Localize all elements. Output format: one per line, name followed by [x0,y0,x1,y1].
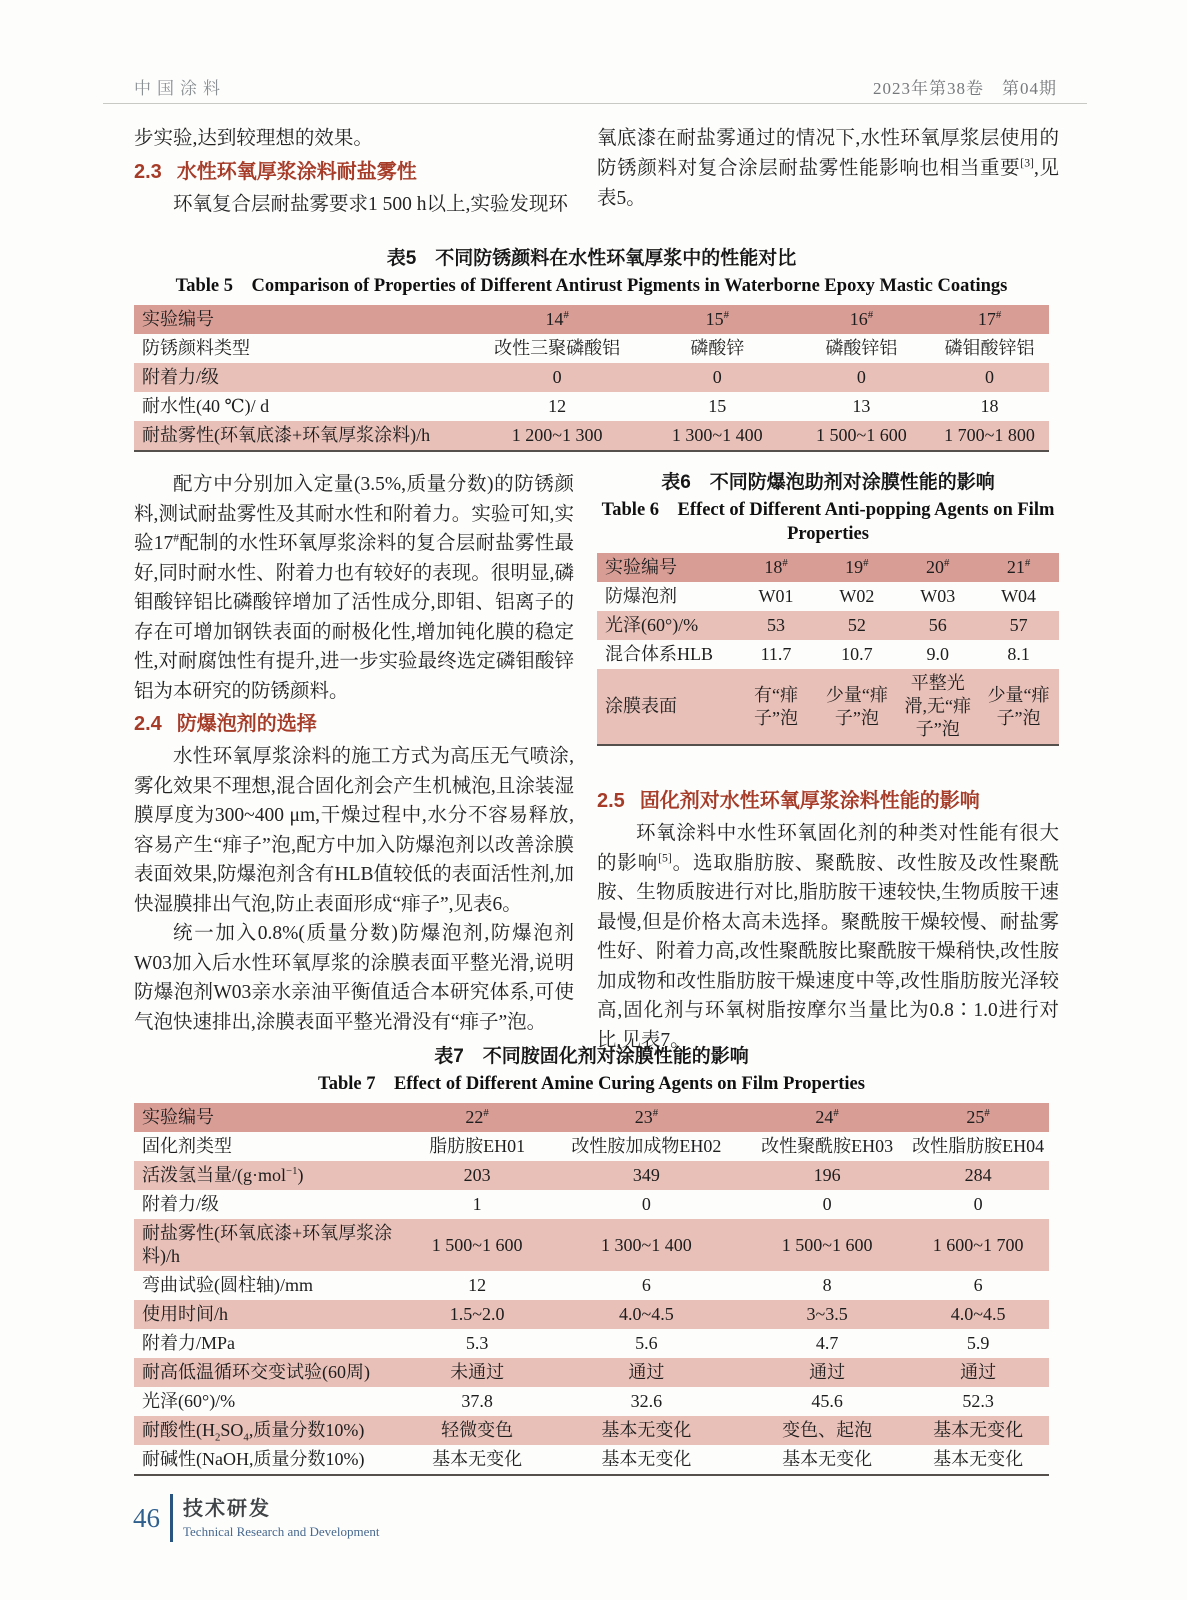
table-cell: 磷酸锌 [690,338,745,358]
table-row [597,582,1059,611]
table-cell: 52 [816,611,897,640]
page-header [134,74,1057,99]
table-cell: 10.7 [841,644,873,664]
table-cell: 基本无变化 [432,1449,523,1469]
table-cell: 变色、起泡 [747,1416,907,1445]
table-cell: 1 500~1 600 [409,1219,546,1271]
table-cell: 45.6 [811,1391,843,1411]
table-cell: 15 [708,396,727,416]
table-cell: W03 [920,586,956,606]
right-column-top [597,124,1059,214]
table-cell: 轻微变色 [409,1416,546,1445]
footer-section [183,1497,380,1539]
table-cell: 光泽(60°)/% [142,1391,236,1411]
table-cell: 349 [546,1161,747,1190]
table-row [134,1132,1049,1161]
table-cell: 16# [793,305,930,334]
table-header-row [134,1103,1049,1132]
table-cell: 通过 [747,1358,907,1387]
table-cell: 4.7 [815,1333,839,1353]
table-cell: 混合体系HLB [605,644,713,664]
table-cell: 53 [736,611,817,640]
table-header-row [134,305,1049,334]
table-cell: 脂肪胺EH01 [429,1136,526,1156]
table-cell: 基本无变化 [601,1449,692,1469]
section-title: 防爆泡剂的选择 [176,713,317,735]
table-cell: W01 [758,586,794,606]
section-heading-2-4 [134,709,574,740]
table-row [134,1387,1049,1416]
paragraph: 环氧复合层耐盐雾要求1 500 h以上,实验发现环 [173,194,568,215]
table-cell: 18# [736,553,817,582]
table-row [134,421,1049,451]
table-cell: 0 [641,1194,651,1214]
section-number: 2.5 [597,790,625,812]
table-cell: 附着力/级 [142,1194,220,1214]
table-cell: 0 [930,363,1049,392]
footer-divider-bar [170,1494,173,1542]
table-cell: 未通过 [409,1358,546,1387]
table-cell: 11.7 [760,644,792,664]
table-cell: 56 [897,611,978,640]
table5-block [134,246,1049,452]
table-cell: 1 700~1 800 [930,421,1049,451]
table-cell: 196 [747,1161,907,1190]
table-cell: 活泼氢当量/(g·mol$^{-1}$) [134,1161,409,1190]
header-divider [103,103,1087,104]
table6-title-en: Table 6 Effect of Different Anti-popping Agents on Film Properties [601,500,1055,544]
table-cell: 57 [978,611,1059,640]
table-row [134,1445,1049,1475]
table-cell: 光泽(60°)/% [597,611,736,640]
table-cell: 23# [546,1103,747,1132]
table-cell: 9.0 [926,644,949,664]
table-row [597,611,1059,640]
table-cell: 少量“痱子”泡 [978,669,1059,745]
table-cell: 37.8 [461,1391,493,1411]
table-cell: 磷钼酸锌铝 [944,338,1035,358]
table-cell: 耐盐雾性(环氧底漆+环氧厚浆涂料)/h [134,421,473,451]
table-cell: 1 300~1 400 [546,1219,747,1271]
table-cell: 19# [816,553,897,582]
issue-info: 2023年第38卷 第04期 [873,79,1057,98]
table-cell: 平整光滑,无“痱子”泡 [897,669,978,745]
table-cell: 5.3 [465,1333,489,1353]
table-cell: 1 500~1 600 [793,421,930,451]
table-row [134,1416,1049,1445]
table5 [134,305,1049,452]
section-heading-2-5 [597,786,1059,817]
table-cell: 改性聚酰胺EH03 [761,1136,894,1156]
table-cell: 0 [822,1194,832,1214]
table-cell: 少量“痱子”泡 [816,669,897,745]
table-row [134,392,1049,421]
table-row [134,1271,1049,1300]
table-cell: 12 [548,396,567,416]
section-title: 水性环氧厚浆涂料耐盐雾性 [176,161,417,183]
table-cell: 耐水性(40 ℃)/ d [142,396,270,416]
table-cell: 实验编号 [597,553,736,582]
table-cell: 基本无变化 [782,1449,873,1469]
table-cell: 实验编号 [134,1103,409,1132]
table-cell: 8.1 [1007,644,1030,664]
table-cell: 6 [973,1275,983,1295]
table-cell: 附着力/MPa [142,1333,236,1353]
table-cell: 改性脂肪胺EH04 [912,1136,1045,1156]
table-cell: 17# [930,305,1049,334]
table-cell: 5.9 [966,1333,990,1353]
table-cell: 21# [978,553,1059,582]
table-cell: 0 [793,363,930,392]
table-row [134,1300,1049,1329]
table-row [134,1219,1049,1271]
table-cell: 5.6 [635,1333,658,1353]
section-number: 2.3 [134,161,162,183]
table-row [134,1358,1049,1387]
table-header-row [597,553,1059,582]
journal-name: 中国涂料 [134,79,226,98]
table-cell: 有“痱子”泡 [736,669,817,745]
table-cell: 24# [747,1103,907,1132]
table-cell: 涂膜表面 [597,669,736,745]
table-row [134,363,1049,392]
table-cell: 防锈颜料类型 [142,338,250,358]
table-cell: 52.3 [962,1391,994,1411]
table-cell: 3~3.5 [747,1300,907,1329]
table-cell: 0 [642,363,793,392]
table-cell: 4.0~4.5 [546,1300,747,1329]
paragraph: 环氧涂料中水性环氧固化剂的种类对性能有很大的影响[5]。选取脂肪胺、聚酰胺、改性胺及改性聚酰胺、生物质胺进行对比,脂肪胺干速较快,生物质胺干速最慢,但是价格太高未选择。聚酰胺干燥较慢、耐盐雾性好、附着力高,改性聚酰胺比聚酰胺干燥稍快,改性胺加成物和改性脂肪胺干燥速度中等,改性脂肪胺光泽较高,固化剂与环氧树脂按摩尔当量比为0.8∶1.0进行对比,见表7。 [597,823,1059,1051]
table-row [597,669,1059,745]
table7-title-en: Table 7 Effect of Different Amine Curing Agents on Film Properties [318,1074,865,1094]
table-cell: 12 [468,1275,487,1295]
table-cell: 1 300~1 400 [642,421,793,451]
footer-section-en: Technical Research and Development [183,1524,380,1539]
table-cell: 弯曲试验(圆柱轴)/mm [142,1275,313,1295]
table-cell: 防爆泡剂 [605,586,677,606]
table-cell: 284 [907,1161,1049,1190]
table-cell: 8 [822,1275,832,1295]
table-cell: W02 [839,586,875,606]
table-cell: 1 500~1 600 [747,1219,907,1271]
table5-title-cn: 表5 不同防锈颜料在水性环氧厚浆中的性能对比 [386,248,797,269]
table7-title-cn: 表7 不同胺固化剂对涂膜性能的影响 [434,1046,749,1067]
table-cell: 通过 [546,1358,747,1387]
left-column-top [134,124,574,220]
table-row [134,1329,1049,1358]
table-cell: 4.0~4.5 [907,1300,1049,1329]
table-row [597,640,1059,669]
section-title: 固化剂对水性环氧厚浆涂料性能的影响 [639,790,980,812]
table-cell: 耐高低温循环交变试验(60周) [134,1358,409,1387]
table5-title-en: Table 5 Comparison of Properties of Different Antirust Pigments in Waterborne Epoxy Mastic Coatings [175,276,1008,296]
table-cell: 使用时间/h [134,1300,409,1329]
table-cell: 1 [472,1194,482,1214]
table-cell: 1 600~1 700 [907,1219,1049,1271]
table-cell: 耐碱性(NaOH,质量分数10%) [142,1449,365,1469]
page-number: 46 [133,1502,160,1533]
table-cell: 22# [409,1103,546,1132]
paragraph: 配方中分别加入定量(3.5%,质量分数)的防锈颜料,测试耐盐雾性及其耐水性和附着力。实验可知,实验17#配制的水性环氧厚浆涂料的复合层耐盐雾性最好,同时耐水性、附着力也有较好的表现。很明显,磷钼酸锌铝比磷酸锌增加了活性成分,即钼、铝离子的存在可增加钢铁表面的耐极化性,增加钝化膜的稳定性,对耐腐蚀性有提升,进一步实验最终选定磷钼酸锌铝为本研究的防锈颜料。 [134,474,574,702]
table6 [597,553,1059,746]
table-cell: 0 [473,363,642,392]
paragraph-continuation: 步实验,达到较理想的效果。 [134,128,373,149]
table7-block [134,1044,1049,1476]
table-cell: 6 [641,1275,651,1295]
paragraph: 水性环氧厚浆涂料的施工方式为高压无气喷涂,雾化效果不理想,混合固化剂会产生机械泡,且涂装湿膜厚度为300~400 μm,干燥过程中,水分不容易释放,容易产生“痱子”泡,配方中加入防爆泡剂以改善涂膜表面效果,防爆泡剂含有HLB值较低的表面活性剂,加快湿膜排出气泡,防止表面形成“痱子”,见表6。 [134,746,574,915]
table-cell: 磷酸锌铝 [825,338,898,358]
table7 [134,1103,1049,1476]
left-column-middle [134,470,574,1037]
table-row [134,1190,1049,1219]
table-row [134,1161,1049,1190]
table-cell: 通过 [907,1358,1049,1387]
table-cell: 耐盐雾性(环氧底漆+环氧厚浆涂料)/h [134,1219,409,1271]
table-cell: 25# [907,1103,1049,1132]
table-cell: 耐酸性($H_2SO_4$,质量分数10%) [134,1416,409,1445]
table-cell: 32.6 [630,1391,663,1411]
table-cell: 14# [473,305,642,334]
table-cell: 基本无变化 [933,1449,1024,1469]
table-cell: 附着力/级 [134,363,473,392]
paragraph: 氧底漆在耐盐雾通过的情况下,水性环氧厚浆层使用的防锈颜料对复合涂层耐盐雾性能影响也相当重要[3],见表5。 [597,128,1059,209]
footer-section-cn: 技术研发 [183,1498,271,1520]
page-footer [133,1494,380,1542]
table-cell: 203 [409,1161,546,1190]
table-cell: 15# [642,305,793,334]
table-cell: 13 [852,396,871,416]
table6-title-cn: 表6 不同防爆泡助剂对涂膜性能的影响 [661,472,995,493]
table-cell: 18 [980,396,999,416]
section-heading-2-3 [134,157,574,188]
table-cell: 20# [897,553,978,582]
right-column-middle [597,470,1059,1055]
table-cell: 固化剂类型 [142,1136,232,1156]
table-cell: 改性胺加成物EH02 [571,1136,722,1156]
table-cell: 1.5~2.0 [409,1300,546,1329]
table-cell: 0 [973,1194,983,1214]
table-cell: 基本无变化 [907,1416,1049,1445]
paragraph: 统一加入0.8%(质量分数)防爆泡剂,防爆泡剂W03加入后水性环氧厚浆的涂膜表面平整光滑,说明防爆泡剂W03亲水亲油平衡值适合本研究体系,可使气泡快速排出,涂膜表面平整光滑没有“痱子”泡。 [134,923,574,1033]
section-number: 2.4 [134,713,162,735]
table-cell: 改性三聚磷酸铝 [494,338,621,358]
table-cell: W04 [1001,586,1037,606]
table-cell: 1 200~1 300 [473,421,642,451]
table-row [134,334,1049,363]
table-cell: 基本无变化 [546,1416,747,1445]
table-cell: 实验编号 [134,305,473,334]
